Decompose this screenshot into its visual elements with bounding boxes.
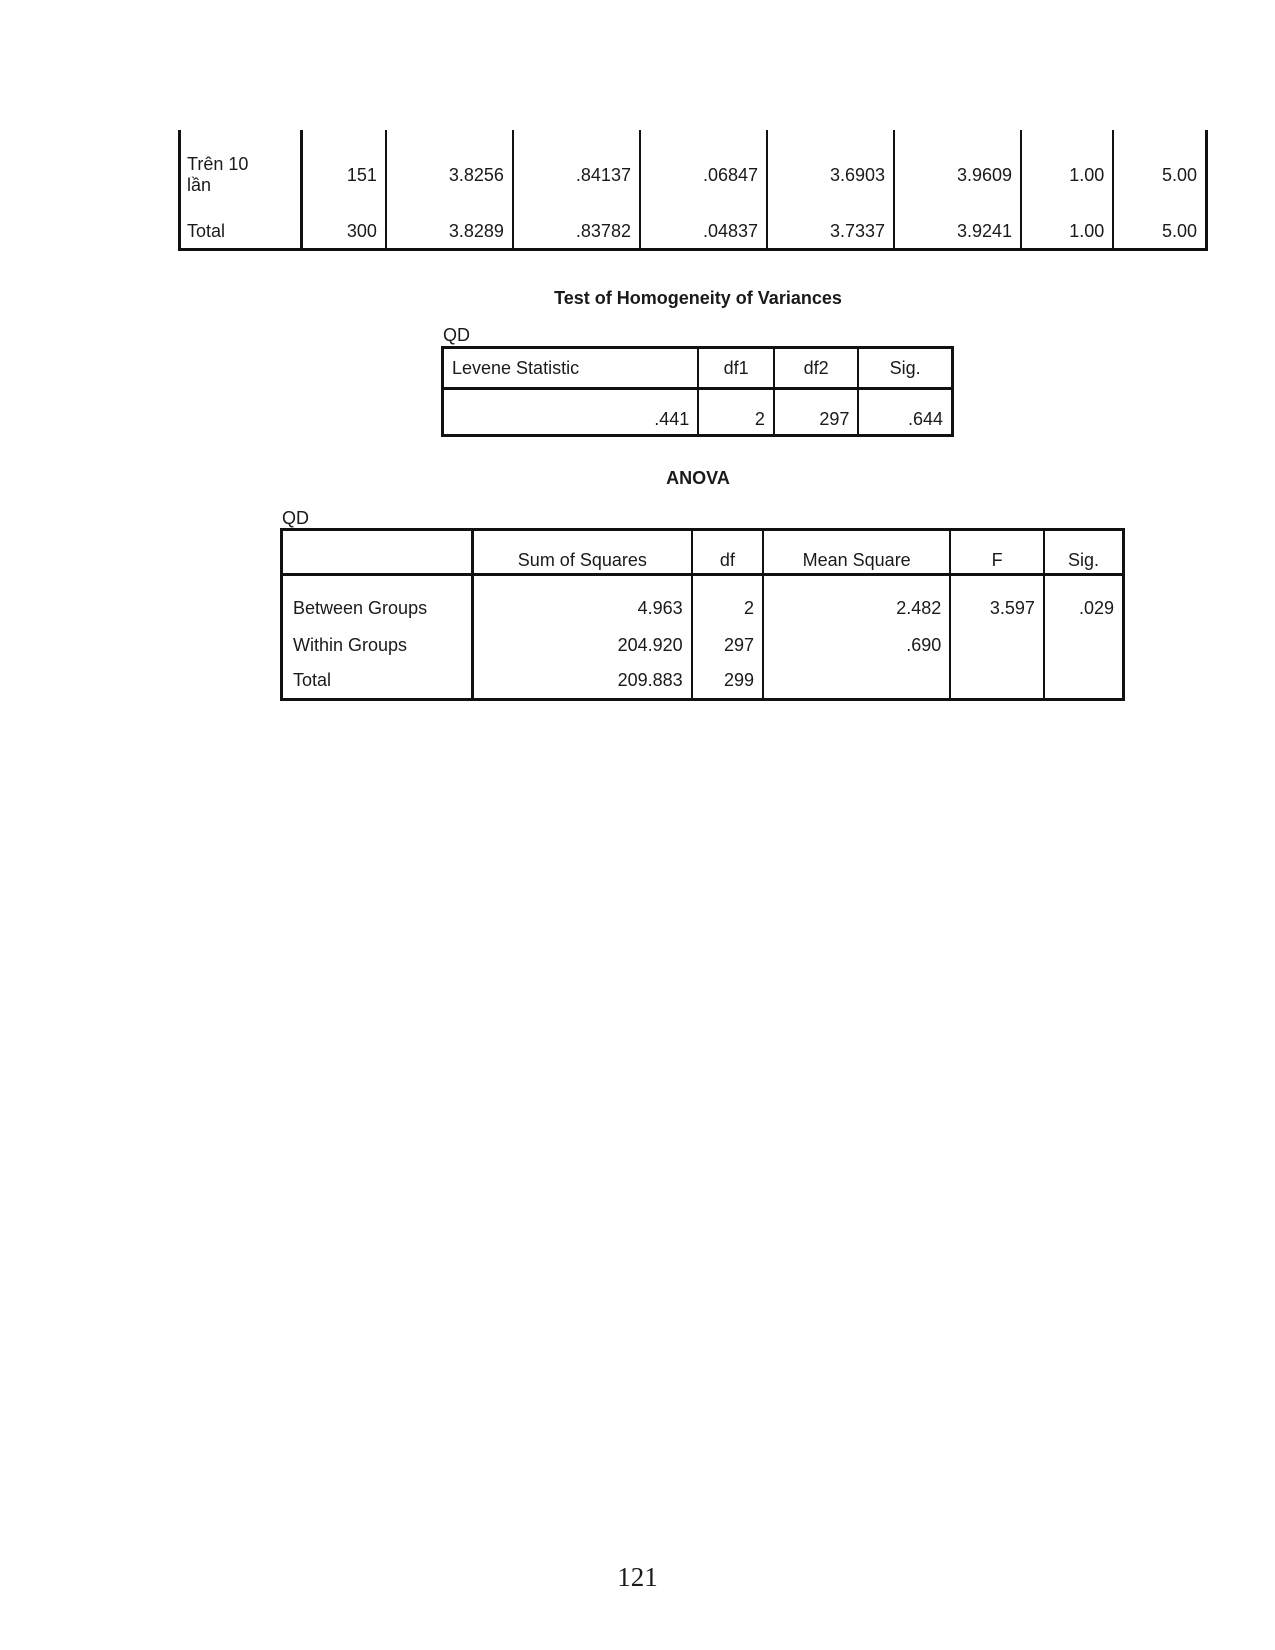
table-row bbox=[443, 389, 953, 436]
cell-sig bbox=[1044, 663, 1124, 700]
page-number: 121 bbox=[617, 1562, 658, 1592]
header-sig: Sig. bbox=[1044, 530, 1124, 575]
cell-std-error: .06847 bbox=[640, 130, 767, 214]
header-df: df bbox=[692, 530, 763, 575]
table-header-row bbox=[443, 348, 953, 389]
header-df2: df2 bbox=[774, 348, 858, 389]
table-row bbox=[282, 663, 1124, 700]
header-sum-of-squares: Sum of Squares bbox=[473, 530, 692, 575]
cell-sum-of-squares: 209.883 bbox=[473, 663, 692, 700]
levene-variable-label: QD bbox=[443, 325, 470, 345]
cell-sig: .644 bbox=[907, 409, 943, 429]
cell-mean-square: 2.482 bbox=[763, 575, 950, 629]
cell-mean: 3.8256 bbox=[386, 130, 513, 214]
header-df1: df1 bbox=[698, 348, 774, 389]
cell-maximum: 5.00 bbox=[1113, 214, 1206, 250]
cell-levene-statistic: .441 bbox=[443, 389, 699, 436]
cell-sum-of-squares: 204.920 bbox=[473, 628, 692, 663]
cell-std-deviation: .83782 bbox=[513, 214, 640, 250]
cell-mean-square bbox=[763, 663, 950, 700]
cell-n: 151 bbox=[302, 130, 386, 214]
row-label: Trên 10 lần bbox=[180, 130, 302, 214]
cell-n: 300 bbox=[302, 214, 386, 250]
cell-f: 3.597 bbox=[950, 575, 1044, 629]
cell-lower-bound: 3.6903 bbox=[767, 130, 894, 214]
row-label: Total bbox=[282, 663, 473, 700]
levene-title: Test of Homogeneity of Variances bbox=[554, 288, 842, 308]
cell-upper-bound: 3.9609 bbox=[894, 130, 1021, 214]
cell-minimum: 1.00 bbox=[1021, 214, 1113, 250]
cell-mean-square: .690 bbox=[763, 628, 950, 663]
cell-mean: 3.8289 bbox=[386, 214, 513, 250]
cell-lower-bound: 3.7337 bbox=[767, 214, 894, 250]
row-label: Between Groups bbox=[282, 575, 473, 629]
cell-df1: 2 bbox=[698, 389, 774, 436]
cell-sig: .029 bbox=[1078, 597, 1114, 618]
anova-title: ANOVA bbox=[666, 468, 730, 488]
table-row bbox=[180, 214, 1207, 250]
cell-upper-bound: 3.9241 bbox=[894, 214, 1021, 250]
header-f: F bbox=[950, 530, 1044, 575]
table-header-row bbox=[282, 530, 1124, 575]
cell-sum-of-squares: 4.963 bbox=[473, 575, 692, 629]
header-levene-statistic: Levene Statistic bbox=[443, 348, 699, 389]
cell-f bbox=[950, 663, 1044, 700]
cell-df: 2 bbox=[692, 575, 763, 629]
table-row bbox=[180, 130, 1207, 214]
row-label: Total bbox=[180, 214, 302, 250]
cell-sig bbox=[1044, 628, 1124, 663]
anova-table bbox=[280, 528, 1125, 701]
header-sig: Sig. bbox=[858, 348, 952, 389]
cell-std-deviation: .84137 bbox=[513, 130, 640, 214]
cell-df: 297 bbox=[692, 628, 763, 663]
header-mean-square: Mean Square bbox=[763, 530, 950, 575]
header-blank bbox=[282, 530, 473, 575]
cell-f bbox=[950, 628, 1044, 663]
descriptives-table bbox=[178, 130, 1208, 251]
cell-df2: 297 bbox=[774, 389, 858, 436]
anova-variable-label: QD bbox=[282, 508, 309, 528]
levene-table bbox=[441, 346, 954, 437]
row-label: Within Groups bbox=[282, 628, 473, 663]
cell-std-error: .04837 bbox=[640, 214, 767, 250]
cell-df: 299 bbox=[692, 663, 763, 700]
cell-minimum: 1.00 bbox=[1021, 130, 1113, 214]
table-row bbox=[282, 628, 1124, 663]
cell-maximum: 5.00 bbox=[1113, 130, 1206, 214]
table-row bbox=[282, 575, 1124, 629]
